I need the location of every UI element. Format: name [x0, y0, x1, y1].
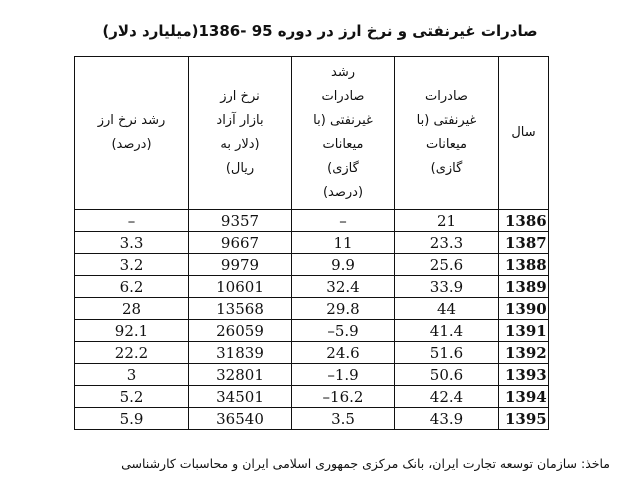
table-row — [75, 408, 549, 430]
cell-year: 1393 — [499, 364, 549, 386]
cell-fx-growth: 5.2 — [75, 386, 189, 408]
cell-exports: 21 — [395, 210, 499, 232]
table-row — [75, 276, 549, 298]
header-exports: صادرات غیرنفتی (با میعانات گازی) — [395, 57, 499, 210]
cell-exports-growth: 24.6 — [292, 342, 395, 364]
cell-exports: 42.4 — [395, 386, 499, 408]
table-row — [75, 342, 549, 364]
table-row — [75, 386, 549, 408]
cell-fx-rate: 9667 — [189, 232, 292, 254]
cell-fx-growth: 6.2 — [75, 276, 189, 298]
cell-fx-rate: 9979 — [189, 254, 292, 276]
cell-exports-growth: 9.9 — [292, 254, 395, 276]
cell-exports: 43.9 — [395, 408, 499, 430]
cell-year: 1388 — [499, 254, 549, 276]
cell-fx-rate: 9357 — [189, 210, 292, 232]
header-exports-growth: رشد صادرات غیرنفتی (با میعانات گازی) (درصد) — [292, 57, 395, 210]
cell-exports: 41.4 — [395, 320, 499, 342]
table-row — [75, 298, 549, 320]
cell-fx-growth: 3 — [75, 364, 189, 386]
cell-exports: 33.9 — [395, 276, 499, 298]
header-year: سال — [499, 57, 549, 210]
cell-fx-growth: 22.2 — [75, 342, 189, 364]
cell-fx-rate: 32801 — [189, 364, 292, 386]
cell-exports: 44 — [395, 298, 499, 320]
cell-exports-growth: 3.5 — [292, 408, 395, 430]
cell-year: 1390 — [499, 298, 549, 320]
data-table — [74, 56, 549, 430]
cell-fx-growth: – — [75, 210, 189, 232]
cell-fx-rate: 13568 — [189, 298, 292, 320]
cell-exports-growth: –1.9 — [292, 364, 395, 386]
table-header-row — [75, 57, 549, 210]
cell-exports-growth: 32.4 — [292, 276, 395, 298]
cell-year: 1386 — [499, 210, 549, 232]
cell-year: 1395 — [499, 408, 549, 430]
header-fx-growth: رشد نرخ ارز (درصد) — [75, 57, 189, 210]
cell-year: 1389 — [499, 276, 549, 298]
table-row — [75, 320, 549, 342]
cell-fx-rate: 34501 — [189, 386, 292, 408]
table-row — [75, 254, 549, 276]
cell-fx-growth: 5.9 — [75, 408, 189, 430]
cell-year: 1392 — [499, 342, 549, 364]
cell-fx-growth: 3.3 — [75, 232, 189, 254]
cell-fx-rate: 26059 — [189, 320, 292, 342]
cell-fx-rate: 10601 — [189, 276, 292, 298]
cell-exports: 25.6 — [395, 254, 499, 276]
cell-exports-growth: 11 — [292, 232, 395, 254]
cell-year: 1391 — [499, 320, 549, 342]
cell-fx-growth: 28 — [75, 298, 189, 320]
cell-exports-growth: – — [292, 210, 395, 232]
cell-year: 1387 — [499, 232, 549, 254]
cell-fx-rate: 31839 — [189, 342, 292, 364]
source-note: ماخذ: سازمان توسعه تجارت ایران، بانک مرکزی جمهوری اسلامی ایران و محاسبات کارشناسی — [121, 456, 610, 471]
cell-exports-growth: –16.2 — [292, 386, 395, 408]
cell-exports-growth: –5.9 — [292, 320, 395, 342]
table-row — [75, 210, 549, 232]
cell-exports-growth: 29.8 — [292, 298, 395, 320]
cell-exports: 50.6 — [395, 364, 499, 386]
cell-year: 1394 — [499, 386, 549, 408]
cell-fx-growth: 92.1 — [75, 320, 189, 342]
header-fx-rate: نرخ ارز بازار آزاد (دلار به ریال) — [189, 57, 292, 210]
cell-exports: 51.6 — [395, 342, 499, 364]
table-title: صادرات غیرنفتی و نرخ ارز در دوره 95 -1386(میلیارد دلار) — [102, 22, 538, 40]
table-row — [75, 364, 549, 386]
cell-exports: 23.3 — [395, 232, 499, 254]
table-row — [75, 232, 549, 254]
cell-fx-rate: 36540 — [189, 408, 292, 430]
cell-fx-growth: 3.2 — [75, 254, 189, 276]
